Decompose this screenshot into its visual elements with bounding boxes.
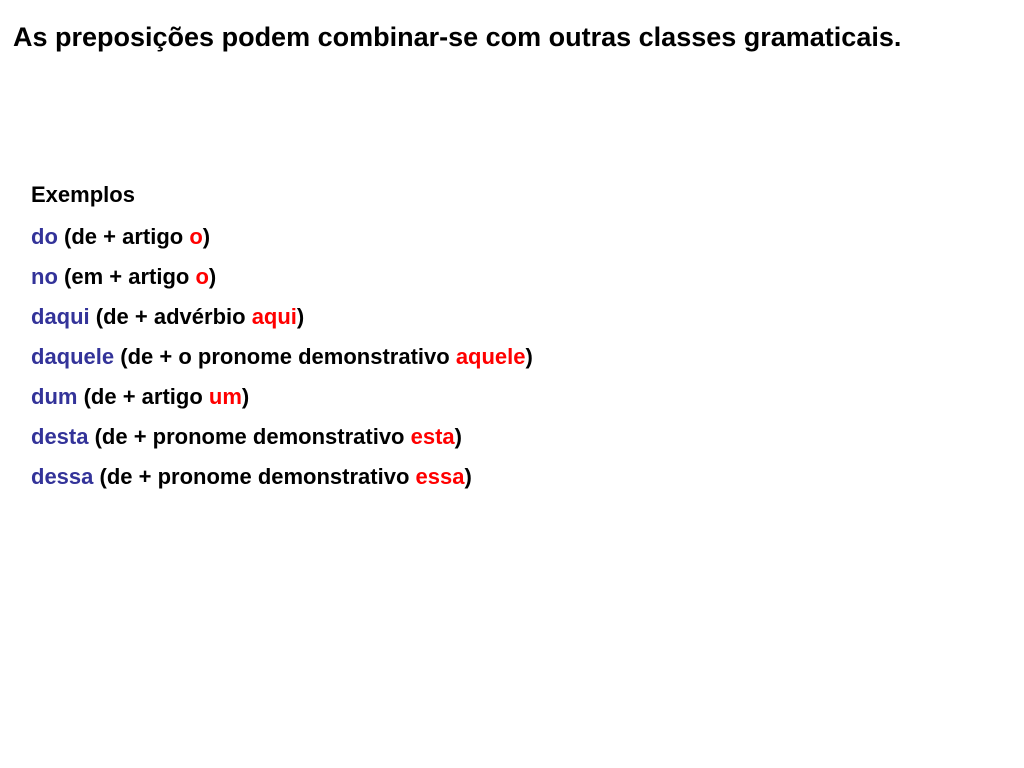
contraction-word: dessa [31,464,94,489]
explanation-prefix: (de + o pronome demonstrativo [120,344,456,369]
explanation-highlight: aqui [251,304,297,329]
explanation-prefix: (de + pronome demonstrativo [94,424,411,449]
explanation-suffix: ) [241,384,250,409]
example-item [31,342,931,372]
example-item [31,462,931,492]
contraction-word: do [31,224,58,249]
explanation-highlight: essa [415,464,465,489]
explanation-prefix: (de + pronome demonstrativo [99,464,416,489]
explanation-highlight: esta [410,424,455,449]
examples-heading: Exemplos [31,182,135,207]
contraction-word: daqui [31,304,90,329]
explanation-prefix: (de + artigo [83,384,209,409]
example-item [31,262,931,292]
example-item [31,222,931,252]
explanation-suffix: ) [525,344,533,369]
slide-title: As preposições podem combinar-se com outras classes gramaticais. [13,22,902,52]
explanation-suffix: ) [208,264,217,289]
explanation-suffix: ) [202,224,211,249]
explanation-suffix: ) [296,304,305,329]
contraction-word: desta [31,424,89,449]
explanation-highlight: o [195,264,209,289]
explanation-highlight: um [208,384,242,409]
explanation-suffix: ) [464,464,472,489]
examples-section [31,180,931,502]
example-item [31,382,931,412]
example-item [31,422,931,452]
example-list [31,222,931,492]
explanation-suffix: ) [454,424,462,449]
example-item [31,302,931,332]
contraction-word: daquele [31,344,115,369]
explanation-prefix: (em + artigo [64,264,196,289]
explanation-prefix: (de + advérbio [95,304,252,329]
contraction-word: no [31,264,58,289]
explanation-prefix: (de + artigo [64,224,190,249]
explanation-highlight: aquele [455,344,526,369]
contraction-word: dum [31,384,78,409]
explanation-highlight: o [189,224,203,249]
